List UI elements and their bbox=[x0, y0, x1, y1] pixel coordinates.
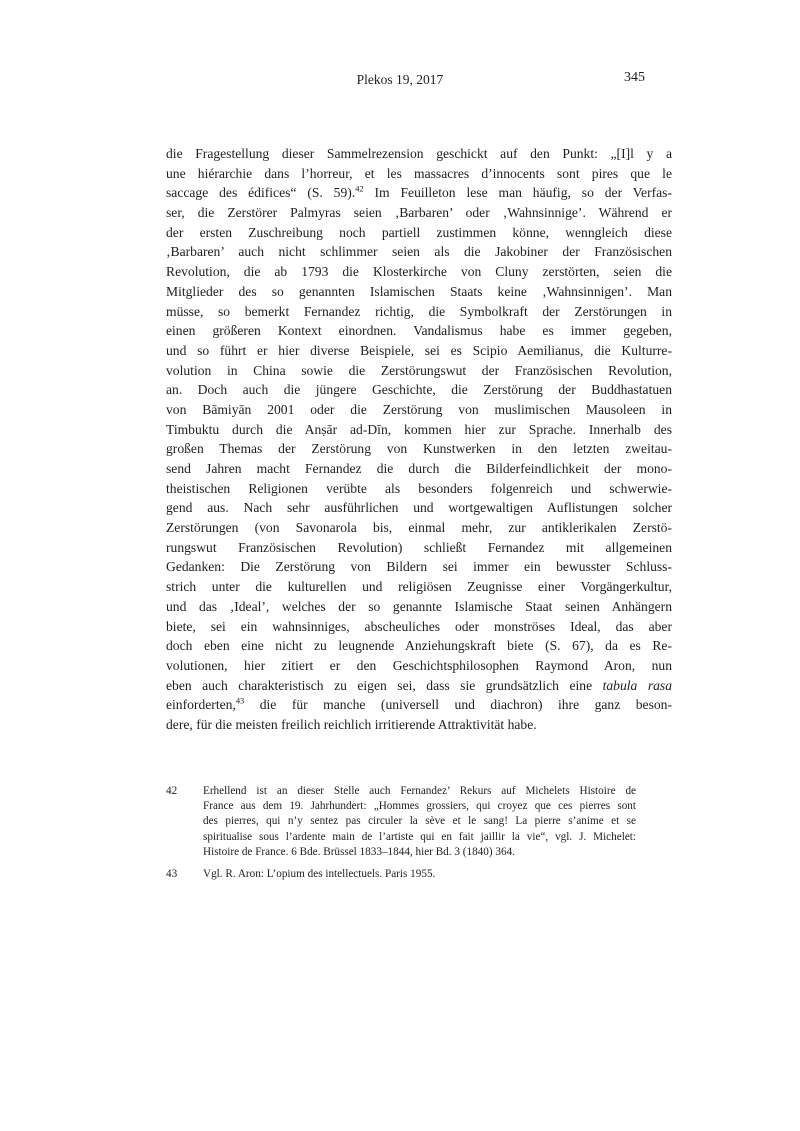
text-segment: Erhellend ist an dieser Stelle auch Fernandez’ Rekurs auf Michelets Histoire de bbox=[203, 785, 636, 797]
text-line bbox=[166, 538, 672, 558]
text-line bbox=[166, 597, 672, 617]
text-line bbox=[203, 830, 636, 845]
text-segment: einen größeren Kontext einordnen. Vandalismus habe es immer gegeben, bbox=[166, 323, 672, 339]
text-segment: Revolution, die ab 1793 die Klosterkirche von Cluny zerstörten, seien die bbox=[166, 264, 672, 280]
text-segment: der ersten Zuschreibung noch partiell zustimmen könne, wenngleich diese bbox=[166, 224, 672, 240]
text-segment: gend aus. Nach sehr ausführlichen und wortgewaltigen Auflistungen solcher bbox=[166, 500, 672, 516]
text-segment: großen Themas der Zerstörung von Kunstwerken in den letzten zweitau- bbox=[166, 441, 672, 457]
text-segment: ‚Barbaren’ auch nicht schlimmer seien als die Jakobiner der Französischen bbox=[166, 244, 672, 260]
text-line bbox=[203, 784, 636, 799]
text-segment: Histoire de France. 6 Bde. Brüssel 1833–1844, hier Bd. 3 (1840) 364. bbox=[203, 845, 515, 858]
text-line bbox=[166, 144, 672, 164]
text-segment: Zerstörungen (von Savonarola bis, einmal mehr, zur antiklerikalen Zerstö- bbox=[166, 520, 672, 536]
text-segment: theistischen Religionen verübte als besonders folgenreich und schwerwie- bbox=[166, 480, 672, 496]
text-segment: Mitglieder des so genannten Islamischen Staats keine ‚Wahnsinnigen’. Man bbox=[166, 283, 672, 299]
text-line bbox=[166, 203, 672, 223]
text-line bbox=[166, 518, 672, 538]
footnote-ref: 42 bbox=[355, 183, 364, 194]
text-segment: saccage des édifices“ (S. 59). bbox=[166, 185, 356, 201]
text-segment: strich unter die kulturellen und religiösen Zeugnisse einer Vorgängerkultur, bbox=[166, 579, 672, 595]
text-line bbox=[166, 459, 672, 479]
footnote bbox=[166, 867, 636, 882]
text-segment: rungswut Französischen Revolution) schließt Fernandez mit allgemeinen bbox=[166, 539, 672, 555]
text-segment: des pierres, qui n’y sentez pas circuler la sève et le sang! La pierre s’anime et se bbox=[203, 815, 636, 828]
text-line bbox=[166, 321, 672, 341]
text-line bbox=[166, 242, 672, 262]
body-text bbox=[166, 144, 672, 735]
text-line bbox=[166, 420, 672, 440]
text-line bbox=[166, 380, 672, 400]
text-segment: volutionen, hier zitiert er den Geschichtsphilosophen Raymond Aron, nun bbox=[166, 657, 672, 673]
text-segment: eben auch charakteristisch zu eigen sei, dass sie grundsätzlich eine bbox=[166, 677, 603, 693]
text-segment: und so führt er hier diverse Beispiele, sei es Scipio Aemilianus, die Kulturre- bbox=[166, 342, 672, 358]
text-line bbox=[166, 498, 672, 518]
text-line bbox=[166, 617, 672, 637]
text-segment: ser, die Zerstörer Palmyras seien ‚Barbaren’ oder ‚Wahnsinnige’. Während er bbox=[166, 205, 672, 221]
text-line bbox=[166, 282, 672, 302]
text-line bbox=[203, 845, 636, 860]
text-line bbox=[166, 557, 672, 577]
text-line bbox=[166, 400, 672, 420]
text-segment: send Jahren macht Fernandez die durch die Bilderfeindlichkeit der mono- bbox=[166, 461, 672, 476]
text-segment: Gedanken: Die Zerstörung von Bildern sei immer ein bewusster Schluss- bbox=[166, 559, 672, 575]
text-line bbox=[166, 164, 672, 184]
text-line bbox=[203, 867, 636, 882]
text-segment: spiritualise sous l’ardente main de l’artiste qui en fait jaillir la vie“, vgl. J. Michelet: bbox=[203, 830, 636, 843]
text-segment: und das ‚Ideal’, welches der so genannte Islamische Staat seinen Anhängern bbox=[166, 598, 672, 614]
text-segment: une hiérarchie dans l’horreur, et les massacres d’innocents sont pires que le bbox=[166, 165, 672, 181]
text-segment: die Fragestellung dieser Sammelrezension geschickt auf den Punkt: „[I]l y a bbox=[166, 146, 672, 161]
text-line bbox=[166, 656, 672, 676]
text-line bbox=[166, 262, 672, 282]
text-line bbox=[166, 577, 672, 597]
footnotes-section bbox=[166, 784, 636, 889]
text-line bbox=[166, 361, 672, 381]
text-line bbox=[166, 341, 672, 361]
text-line bbox=[166, 439, 672, 459]
text-line bbox=[166, 695, 672, 715]
text-line bbox=[166, 479, 672, 499]
text-line bbox=[166, 636, 672, 656]
text-segment: dere, für die meisten freilich reichlich irritierende Attraktivität habe. bbox=[166, 716, 537, 732]
footnote-text bbox=[203, 784, 636, 860]
running-head-journal-title: Plekos 19, 2017 bbox=[356, 72, 444, 87]
text-line bbox=[166, 676, 672, 696]
text-line bbox=[166, 183, 672, 203]
text-segment: France aus dem 19. Jahrhundert: „Hommes grossiers, qui croyez que ces pierres sont bbox=[203, 800, 636, 813]
text-segment: doch eben eine nicht zu leugnende Anziehungskraft biete (S. 67), da es Re- bbox=[166, 638, 672, 654]
text-line bbox=[203, 799, 636, 814]
text-line bbox=[166, 715, 672, 735]
footnote-text bbox=[203, 867, 636, 882]
page-number: 345 bbox=[624, 70, 645, 85]
italic-text: tabula rasa bbox=[602, 677, 672, 693]
text-segment: die für manche (universell und diachron) ihre ganz beson- bbox=[244, 697, 672, 713]
text-segment: Timbuktu durch die Anṣār ad-Dīn, kommen hier zur Sprache. Innerhalb des bbox=[166, 421, 672, 437]
footnote-number: 42 bbox=[166, 785, 178, 797]
text-segment: volution in China sowie die Zerstörungswut der Französischen Revolution, bbox=[166, 362, 672, 378]
footnote bbox=[166, 784, 636, 860]
text-segment: müsse, so bemerkt Fernandez richtig, die Symbolkraft der Zerstörungen in bbox=[166, 303, 672, 319]
text-segment: biete, sei ein wahnsinniges, abscheuliches oder monströses Ideal, das aber bbox=[166, 618, 672, 634]
text-line bbox=[166, 302, 672, 322]
text-segment: von Bāmiyān 2001 oder die Zerstörung von muslimischen Mausoleen in bbox=[166, 401, 672, 417]
text-segment: einforderten, bbox=[166, 697, 236, 713]
text-segment: Im Feuilleton lese man häufig, so der Verfas- bbox=[363, 185, 672, 201]
footnote-ref: 43 bbox=[235, 695, 245, 706]
text-line bbox=[166, 223, 672, 243]
footnote-number: 43 bbox=[166, 867, 178, 880]
text-segment: Vgl. R. Aron: L’opium des intellectuels. Paris 1955. bbox=[203, 867, 436, 880]
text-line bbox=[203, 814, 636, 829]
text-segment: an. Doch auch die jüngere Geschichte, die Zerstörung der Buddhastatuen bbox=[166, 382, 672, 398]
